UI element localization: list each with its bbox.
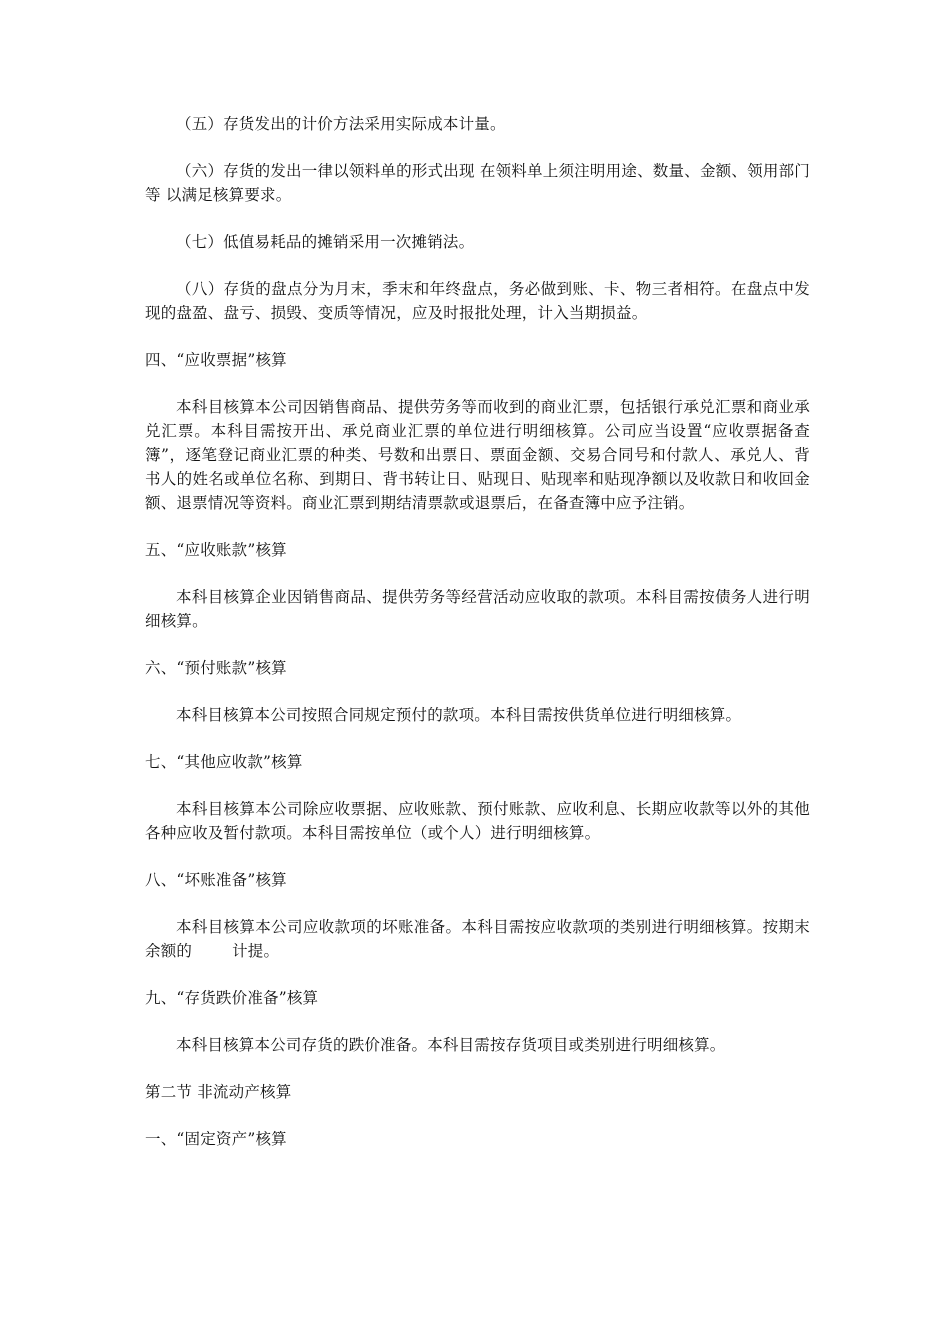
- heading-inventory-impairment: 九、“存货跌价准备”核算: [145, 989, 319, 1007]
- heading-prepayments: 六、“预付账款”核算: [145, 659, 287, 677]
- paragraph-low-value-items: （七）低值易耗品的摊销采用一次摊销法。: [176, 233, 475, 251]
- paragraph-inventory-count: （八）存货的盘点分为月末，季末和年终盘点，务必做到账、卡、物三者相符。在盘点中发现的盘盈、盘亏、损毁、变质等情况，应及时报批处理，计入当期损益。: [145, 280, 810, 322]
- paragraph-notes-receivable: 本科目核算本公司因销售商品、提供劳务等而收到的商业汇票，包括银行承兑汇票和商业承兑汇票。本科目需按开出、承兑商业汇票的单位进行明细核算。公司应当设置“应收票据备查簿”，逐笔登记商业汇票的种类、号数和出票日、票面金额、交易合同号和付款人、承兑人、背书人的姓名或单位名称、到期日、背书转让日、贴现日、贴现率和贴现净额以及收款日和收回金额、退票情况等资料。商业汇票到期结清票款或退票后，在备查簿中应予注销。: [145, 398, 810, 512]
- heading-accounts-receivable: 五、“应收账款”核算: [145, 541, 287, 559]
- paragraph-other-receivables: 本科目核算本公司除应收票据、应收账款、预付账款、应收利息、长期应收款等以外的其他各种应收及暂付款项。本科目需按单位（或个人）进行明细核算。: [145, 800, 810, 842]
- heading-bad-debt-provision: 八、“坏账准备”核算: [145, 871, 287, 889]
- paragraph-bad-debt-provision: [145, 915, 810, 963]
- paragraph-inventory-impairment: 本科目核算本公司存货的跌价准备。本科目需按存货项目或类别进行明细核算。: [176, 1036, 726, 1054]
- bad-debt-text-before: 本科目核算本公司应收款项的坏账准备。本科目需按应收款项的类别进行明细核算。按期末余额的: [145, 918, 810, 960]
- heading-other-receivables: 七、“其他应收款”核算: [145, 753, 303, 771]
- paragraph-inventory-issue: （六）存货的发出一律以领料单的形式出现 在领料单上须注明用途、数量、金额、领用部门等 以满足核算要求。: [145, 162, 810, 204]
- paragraph-prepayments: 本科目核算本公司按照合同规定预付的款项。本科目需按供货单位进行明细核算。: [176, 706, 742, 724]
- bad-debt-text-after: 计提。: [232, 942, 280, 960]
- heading-section-two: 第二节 非流动产核算: [145, 1083, 292, 1101]
- document-body: [145, 112, 810, 1174]
- paragraph-accounts-receivable: 本科目核算企业因销售商品、提供劳务等经营活动应收取的款项。本科目需按债务人进行明细核算。: [145, 588, 810, 630]
- heading-notes-receivable: 四、“应收票据”核算: [145, 351, 287, 369]
- paragraph-inventory-valuation: （五）存货发出的计价方法采用实际成本计量。: [176, 115, 506, 133]
- heading-fixed-assets: 一、“固定资产”核算: [145, 1130, 287, 1148]
